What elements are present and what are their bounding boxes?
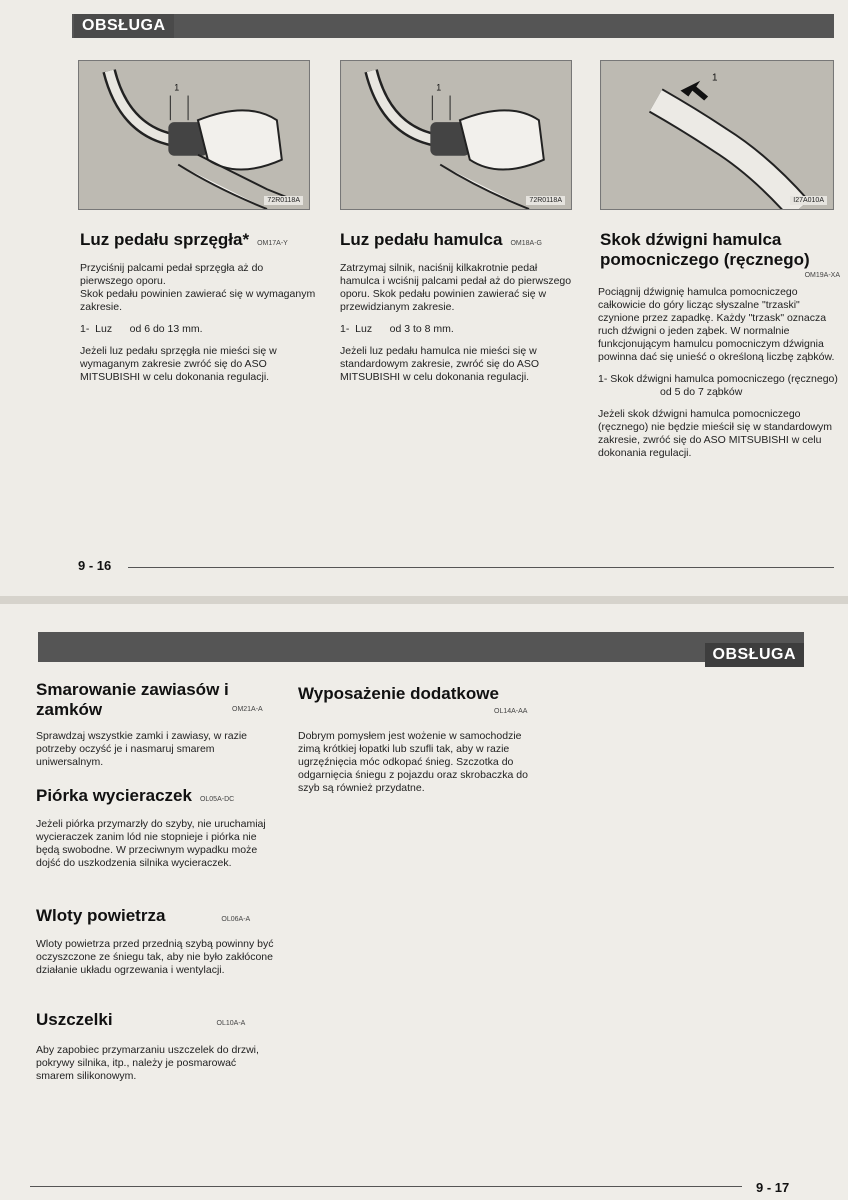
figure-handbrake-lever	[600, 60, 834, 210]
section-body-wipers: Jeżeli piórka przymarzły do szyby, nie uruchamiaj wycieraczek zanim lód nie stopnieje i piórka nie będą swobodne. W przeciwnym wypadku może dojść do uszkodzenia silnika wycieraczek.	[36, 818, 266, 869]
section-body-seals: Aby zapobiec przymarzaniu uszczelek do drzwi, pokrywy silnika, itp., należy je posmarować smarem silikonowym.	[36, 1044, 259, 1082]
footer-rule	[128, 567, 834, 568]
column-body-clutch	[80, 262, 318, 393]
paragraph: Zatrzymaj silnik, naciśnij kilkakrotnie pedał hamulca i wciśnij palcami pedał aż do pierwszego oporu. Skok pedału powinien zawierać się w przewidzianym zakresie.	[340, 262, 572, 313]
page-number-left: 9 - 16	[78, 558, 112, 573]
figure-brake-pedal	[340, 60, 572, 210]
page-number-right: 9 - 17	[756, 1180, 790, 1195]
section-code: OL14A-AA	[494, 708, 528, 715]
section-title-seals	[36, 1010, 276, 1034]
spec-line: 1- Luz od 6 do 13 mm.	[80, 323, 203, 335]
section-code: OL06A-A	[221, 916, 251, 923]
title-text: Wloty powietrza	[36, 906, 166, 925]
section-title-accessories: Wyposażenie dodatkowe	[298, 684, 499, 703]
header-bar-bottom	[38, 632, 804, 662]
section-title-air-inlets	[36, 906, 276, 930]
header-bar-top	[72, 14, 834, 38]
spec-line: 1- Luz od 3 to 8 mm.	[340, 323, 454, 335]
section-body-accessories: Dobrym pomysłem jest wożenie w samochodzie zimą krótkiej łopatki lub szufli tak, aby w razie ugrzęźnięcia móc odkopać śnieg. Szczotka do odgarnięcia śniegu z pojazdu oraz skrobaczka do szyb są również przydatne.	[298, 730, 528, 794]
column-title-handbrake: Skok dźwigni hamulca pomocniczego (ręcznego)	[600, 230, 810, 269]
paragraph: Jeżeli luz pedału sprzęgła nie mieści się w wymaganym zakresie zwróć się do ASO MITSUBISHI w celu dokonania regulacji.	[80, 345, 277, 383]
handbrake-lever-icon	[601, 61, 833, 209]
section-body-hinges: Sprawdzaj wszystkie zamki i zawiasy, w razie potrzeby oczyść je i nasmaruj smarem uniwersalnym.	[36, 730, 248, 768]
section-tab-top: OBSŁUGA	[74, 14, 174, 38]
column-body-brake	[340, 262, 578, 393]
paragraph: Przyciśnij palcami pedał sprzęgła aż do pierwszego oporu.	[80, 262, 264, 287]
paragraph: Skok pedału powinien zawierać się w wymaganym zakresie.	[80, 288, 316, 313]
section-code: OM17A-Y	[257, 240, 288, 247]
title-text: Uszczelki	[36, 1010, 113, 1029]
spec-value: od 5 do 7 ząbków	[660, 386, 743, 398]
section-code: OM21A-A	[232, 706, 263, 713]
section-code: OL05A-DC	[199, 796, 235, 803]
section-code: OM19A-XA	[804, 272, 840, 279]
column-title-brake	[340, 230, 580, 254]
paragraph: Jeżeli skok dźwigni hamulca pomocniczego (ręcznego) nie będzie mieścił się w standardowym zakresie, zwróć się do ASO MITSUBISHI w celu dokonania regulacji.	[598, 408, 833, 459]
column-title-clutch	[80, 230, 320, 254]
spec-text: 1- Skok dźwigni hamulca pomocniczego (ręcznego)	[598, 373, 838, 385]
title-text: Luz pedału hamulca	[340, 230, 503, 249]
figure-code: 72R0118A	[526, 196, 565, 205]
paragraph: Jeżeli luz pedału hamulca nie mieści się w standardowym zakresie, zwróć się do ASO MITSUBISHI w celu dokonania regulacji.	[340, 345, 539, 383]
section-body-air-inlets: Wloty powietrza przed przednią szybą powinny być oczyszczone ze śniegu tak, aby nie było zakłócone działanie układu ogrzewania i wentylacji.	[36, 938, 274, 976]
pedal-hand-illustration-icon	[341, 61, 571, 209]
section-code: OL10A-A	[216, 1020, 246, 1027]
paragraph: Pociągnij dźwignię hamulca pomocniczego całkowicie do góry licząc słyszalne "trzaski" czynione przez zapadkę. Każdy "trzask" oznacza ruch dźwigni o jeden ząbek. W normalnie funkcjonującym hamulcu pomocniczym dźwignia powinna dać się unieść o określoną liczbę ząbków.	[598, 286, 835, 363]
section-title-hinges	[36, 680, 276, 720]
svg-text:1: 1	[712, 72, 718, 84]
figure-clutch-pedal	[78, 60, 310, 210]
figure-code: I27A010A	[790, 196, 827, 205]
section-tab-bottom: OBSŁUGA	[705, 643, 805, 667]
footer-rule-bottom	[30, 1186, 742, 1187]
title-text: Luz pedału sprzęgła*	[80, 230, 250, 249]
page-gap	[0, 596, 848, 604]
spec-line	[598, 373, 840, 386]
figure-code: 72R0118A	[264, 196, 303, 205]
column-body-handbrake	[598, 286, 840, 469]
title-text: Piórka wycieraczek	[36, 786, 192, 805]
svg-text:1: 1	[174, 82, 180, 93]
svg-text:1: 1	[436, 82, 442, 93]
section-title-wipers	[36, 786, 276, 810]
title-text: Smarowanie zawiasów i zamków	[36, 680, 229, 719]
pedal-hand-illustration-icon	[79, 61, 309, 209]
section-code: OM18A-G	[510, 240, 542, 247]
